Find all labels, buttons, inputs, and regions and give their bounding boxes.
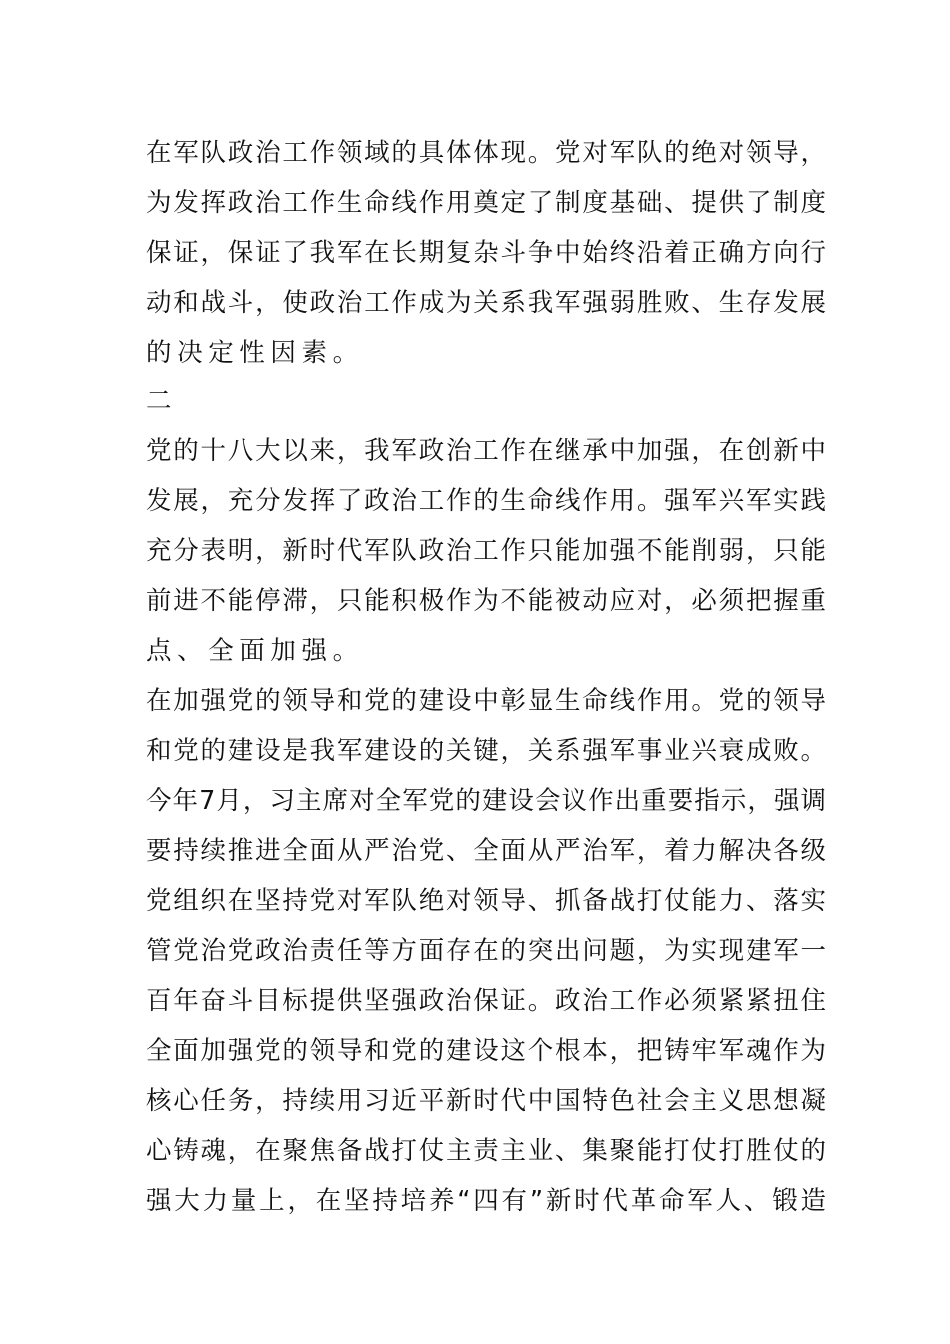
text-line: 发展，充分发挥了政治工作的生命线作用。强军兴军实践 — [146, 486, 826, 516]
text-line: 要持续推进全面从严治党、全面从严治军，着力解决各级 — [146, 836, 826, 866]
text-line: 的决定性因素。 — [146, 338, 364, 368]
text-line: 百年奋斗目标提供坚强政治保证。政治工作必须紧紧扭住 — [146, 986, 826, 1016]
text-line: 在军队政治工作领域的具体体现。党对军队的绝对领导， — [146, 138, 826, 168]
text-line: 党的十八大以来，我军政治工作在继承中加强，在创新中 — [146, 436, 826, 466]
text-line: 为发挥政治工作生命线作用奠定了制度基础、提供了制度 — [146, 188, 826, 218]
text-line: 点、全面加强。 — [146, 636, 364, 666]
section-number: 二 — [146, 386, 178, 416]
text-line: 前进不能停滞，只能积极作为不能被动应对，必须把握重 — [146, 586, 826, 616]
text-line: 动和战斗，使政治工作成为关系我军强弱胜败、生存发展 — [146, 288, 826, 318]
text-line: 党组织在坚持党对军队绝对领导、抓备战打仗能力、落实 — [146, 886, 826, 916]
text-line: 在加强党的领导和党的建设中彰显生命线作用。党的领导 — [146, 686, 826, 716]
text-line: 保证，保证了我军在长期复杂斗争中始终沿着正确方向行 — [146, 238, 826, 268]
text-line: 全面加强党的领导和党的建设这个根本，把铸牢军魂作为 — [146, 1036, 826, 1066]
text-line: 管党治党政治责任等方面存在的突出问题，为实现建军一 — [146, 936, 826, 966]
text-line: 心铸魂，在聚焦备战打仗主责主业、集聚能打仗打胜仗的 — [146, 1136, 826, 1166]
text-line: 和党的建设是我军建设的关键，关系强军事业兴衰成败。 — [146, 736, 826, 766]
text-line: 强大力量上，在坚持培养“四有”新时代革命军人、锻造 — [146, 1186, 826, 1216]
text-line: 核心任务，持续用习近平新时代中国特色社会主义思想凝 — [146, 1086, 826, 1116]
text-line: 今年7月，习主席对全军党的建设会议作出重要指示，强调 — [146, 786, 826, 816]
text-line: 充分表明，新时代军队政治工作只能加强不能削弱，只能 — [146, 536, 826, 566]
